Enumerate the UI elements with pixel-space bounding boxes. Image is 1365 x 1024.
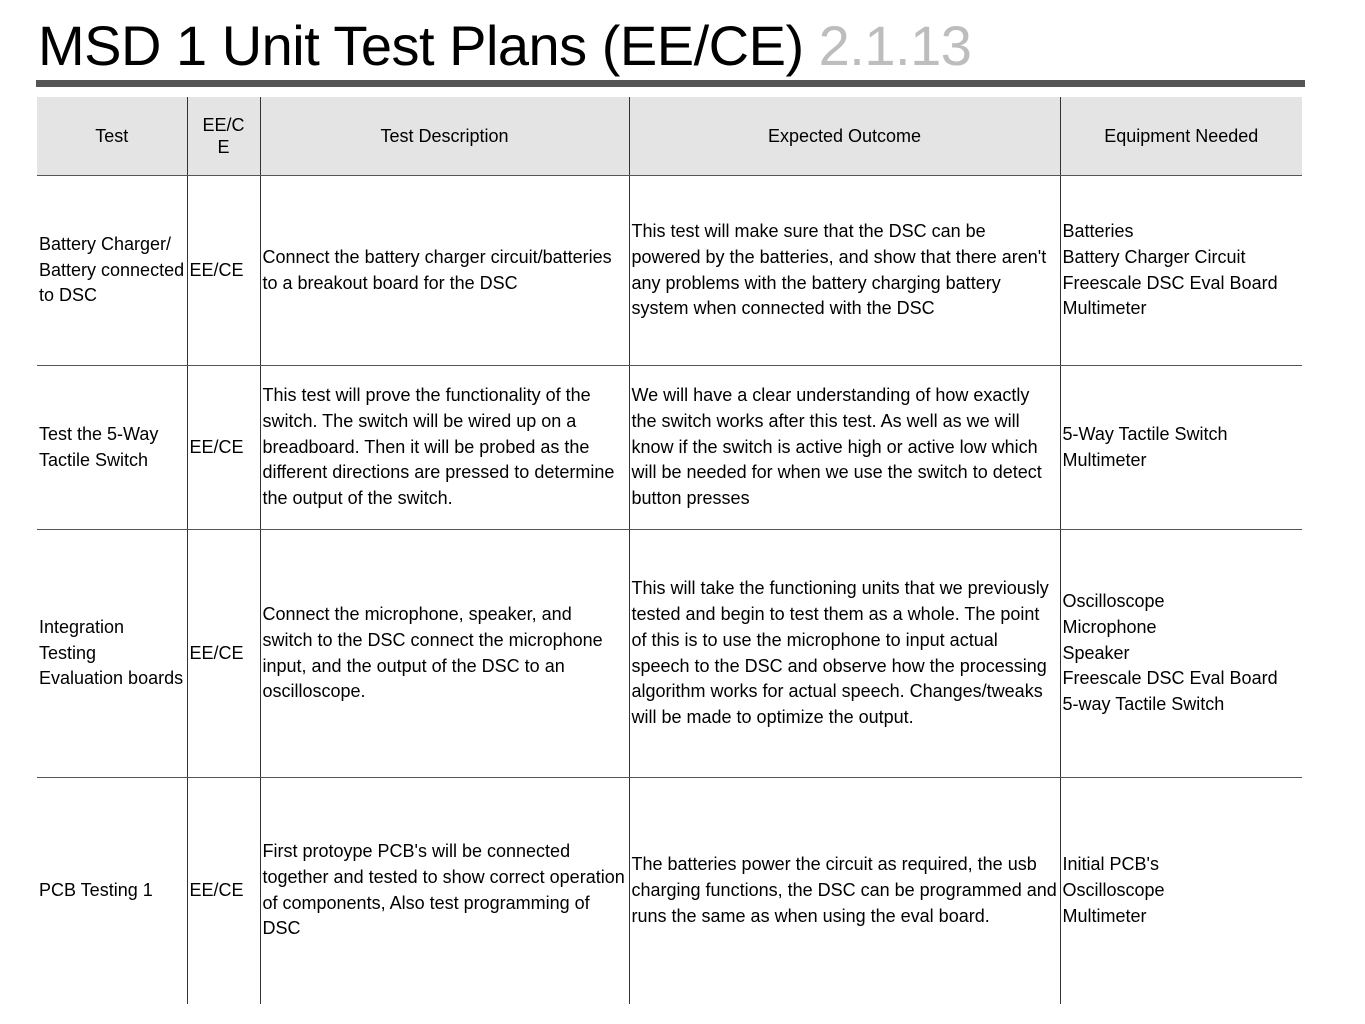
- cell-equipment: [1060, 778, 1302, 1004]
- cell-description: Connect the battery charger circuit/batteries to a breakout board for the DSC: [260, 176, 629, 366]
- cell-outcome: This test will make sure that the DSC can be powered by the batteries, and show that there aren't any problems with the battery charging battery system when connected with the DSC: [629, 176, 1060, 366]
- cell-description: Connect the microphone, speaker, and switch to the DSC connect the microphone input, and the output of the DSC to an oscilloscope.: [260, 530, 629, 778]
- cell-description: First protoype PCB's will be connected together and tested to show correct operation of components, Also test programming of DSC: [260, 778, 629, 1004]
- cell-equipment: [1060, 176, 1302, 366]
- equipment-item: Microphone: [1062, 616, 1157, 637]
- cell-description: This test will prove the functionality of the switch. The switch will be wired up on a breadboard. Then it will be probed as the different directions are pressed to determine the output of the switch.: [260, 366, 629, 530]
- header-equipment: Equipment Needed: [1060, 97, 1302, 176]
- table-header-row: [37, 97, 1302, 176]
- equipment-item: Freescale DSC Eval Board: [1062, 668, 1278, 689]
- table-row: [37, 176, 1302, 366]
- header-eece: [187, 97, 260, 176]
- cell-test: Battery Charger/ Battery connected to DSC: [37, 176, 187, 366]
- equipment-item: Initial PCB's: [1062, 854, 1159, 875]
- table-row: [37, 366, 1302, 530]
- cell-outcome: This will take the functioning units that we previously tested and begin to test them as a whole. The point of this is to use the microphone to input actual speech to the DSC and observe how the processing algorithm works for actual speech. Changes/tweaks will be made to optimize the output.: [629, 530, 1060, 778]
- test-plan-table: [37, 97, 1302, 1004]
- cell-eece: EE/CE: [187, 176, 260, 366]
- header-outcome: Expected Outcome: [629, 97, 1060, 176]
- header-test: Test: [37, 97, 187, 176]
- cell-test: Test the 5-Way Tactile Switch: [37, 366, 187, 530]
- equipment-item: Speaker: [1062, 642, 1130, 663]
- equipment-item: Multimeter: [1062, 449, 1147, 470]
- equipment-item: Oscilloscope: [1062, 591, 1165, 612]
- cell-eece: EE/CE: [187, 778, 260, 1004]
- cell-equipment: [1060, 366, 1302, 530]
- equipment-item: Battery Charger Circuit: [1062, 246, 1246, 267]
- cell-test: Integration Testing Evaluation boards: [37, 530, 187, 778]
- table-row: [37, 530, 1302, 778]
- cell-eece: EE/CE: [187, 366, 260, 530]
- title-main: MSD 1 Unit Test Plans (EE/CE): [38, 14, 804, 77]
- title-divider: [36, 80, 1305, 87]
- equipment-item: 5-way Tactile Switch: [1062, 694, 1225, 715]
- equipment-item: Multimeter: [1062, 905, 1147, 926]
- cell-equipment: [1060, 530, 1302, 778]
- header-eece-label: EE/C E: [202, 115, 245, 157]
- equipment-item: Multimeter: [1062, 298, 1147, 319]
- cell-outcome: We will have a clear understanding of how exactly the switch works after this test. As well as we will know if the switch is active high or active low which will be needed for when we use the switch to detect button presses: [629, 366, 1060, 530]
- equipment-item: 5-Way Tactile Switch: [1062, 423, 1228, 444]
- table-row: [37, 778, 1302, 1004]
- cell-eece: EE/CE: [187, 530, 260, 778]
- header-description: Test Description: [260, 97, 629, 176]
- equipment-item: Oscilloscope: [1062, 879, 1165, 900]
- title-date: 2.1.13: [818, 14, 972, 77]
- cell-outcome: The batteries power the circuit as required, the usb charging functions, the DSC can be programmed and runs the same as when using the eval board.: [629, 778, 1060, 1004]
- equipment-item: Batteries: [1062, 221, 1134, 242]
- cell-test: PCB Testing 1: [39, 879, 153, 900]
- equipment-item: Freescale DSC Eval Board: [1062, 272, 1278, 293]
- page-title: [38, 12, 971, 80]
